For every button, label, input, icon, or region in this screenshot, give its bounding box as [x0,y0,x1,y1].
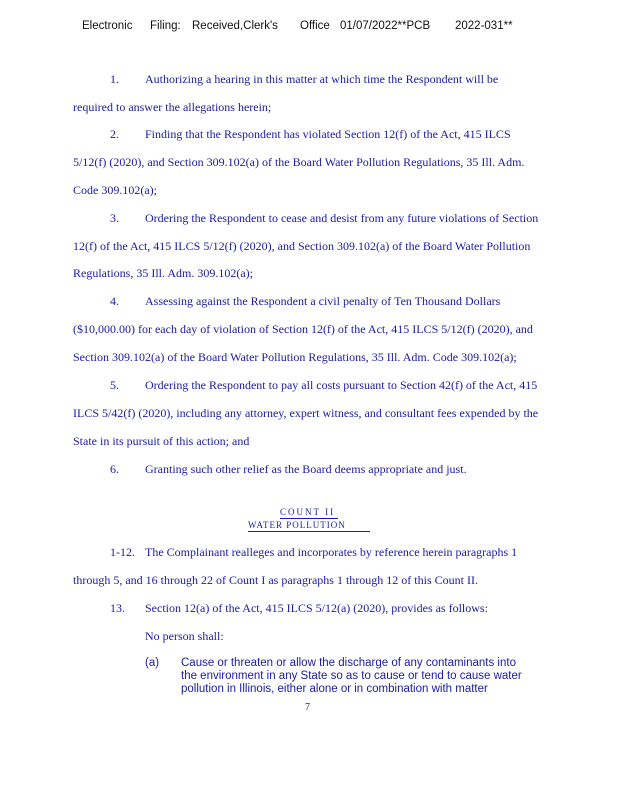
paragraph-number: 3. [110,211,119,225]
paragraph-number: 4. [110,294,119,308]
paragraph-number: 6. [110,462,119,476]
paragraph-line: through 5, and 16 through 22 of Count I as paragraphs 1 through 12 of this Count II. [73,573,478,587]
paragraph-line: 5/12(f) (2020), and Section 309.102(a) of the Board Water Pollution Regulations, 35 Ill. Adm. [73,155,525,169]
paragraph-line: Ordering the Respondent to pay all costs pursuant to Section 42(f) of the Act, 415 [145,378,538,392]
header-filing: Filing: [150,20,181,32]
paragraph-line: ILCS 5/42(f) (2020), including any attorney, expert witness, and consultant fees expended by the [73,406,539,420]
page-number: 7 [305,702,310,713]
header-received: Received,Clerk's [192,20,278,32]
statute-item-line: the environment in any State so as to cause or tend to cause water [181,670,522,682]
paragraph-line: The Complainant realleges and incorporates by reference herein paragraphs 1 [145,545,518,559]
filing-header [0,20,618,36]
statute-item-line: pollution in Illinois, either alone or in combination with matter [181,683,488,695]
paragraph-line: State in its pursuit of this action; and [73,434,250,448]
statute-intro: No person shall: [145,629,224,643]
count-subtitle-underline [248,531,370,532]
paragraph-line: 12(f) of the Act, 415 ILCS 5/12(f) (2020), and Section 309.102(a) of the Board Water Pollution [73,239,531,253]
paragraph-line: ($10,000.00) for each day of violation of Section 12(f) of the Act, 415 ILCS 5/12(f) (2020), and [73,322,533,336]
paragraph-line: Finding that the Respondent has violated Section 12(f) of the Act, 415 ILCS [145,127,511,141]
header-case: 2022-031** [455,20,513,32]
statute-item-line: Cause or threaten or allow the discharge of any contaminants into [181,657,516,669]
paragraph-line: Section 12(a) of the Act, 415 ILCS 5/12(a) (2020), provides as follows: [145,601,488,615]
header-date: 01/07/2022**PCB [340,20,431,32]
count-title: COUNT II [280,507,336,517]
header-electronic: Electronic [82,20,133,32]
count-subtitle: WATER POLLUTION [248,520,346,530]
paragraph-line: Regulations, 35 Ill. Adm. 309.102(a); [73,266,253,280]
paragraph-number: 13. [110,601,125,615]
paragraph-line: Section 309.102(a) of the Board Water Pollution Regulations, 35 Ill. Adm. Code 309.102(a); [73,350,517,364]
paragraph-number: 2. [110,127,119,141]
paragraph-number: 1. [110,72,119,86]
paragraph-number: 1-12. [110,545,135,559]
count-title-underline [280,518,338,519]
paragraph-line: Authorizing a hearing in this matter at which time the Respondent will be [145,72,499,86]
paragraph-line: Code 309.102(a); [73,183,157,197]
header-office: Office [300,20,330,32]
paragraph-line: Ordering the Respondent to cease and desist from any future violations of Section [145,211,539,225]
paragraph-line: Assessing against the Respondent a civil penalty of Ten Thousand Dollars [145,294,501,308]
paragraph-number: 5. [110,378,119,392]
statute-item-label: (a) [145,657,160,669]
paragraph-line: required to answer the allegations herein; [73,100,272,114]
paragraph-line: Granting such other relief as the Board deems appropriate and just. [145,462,467,476]
